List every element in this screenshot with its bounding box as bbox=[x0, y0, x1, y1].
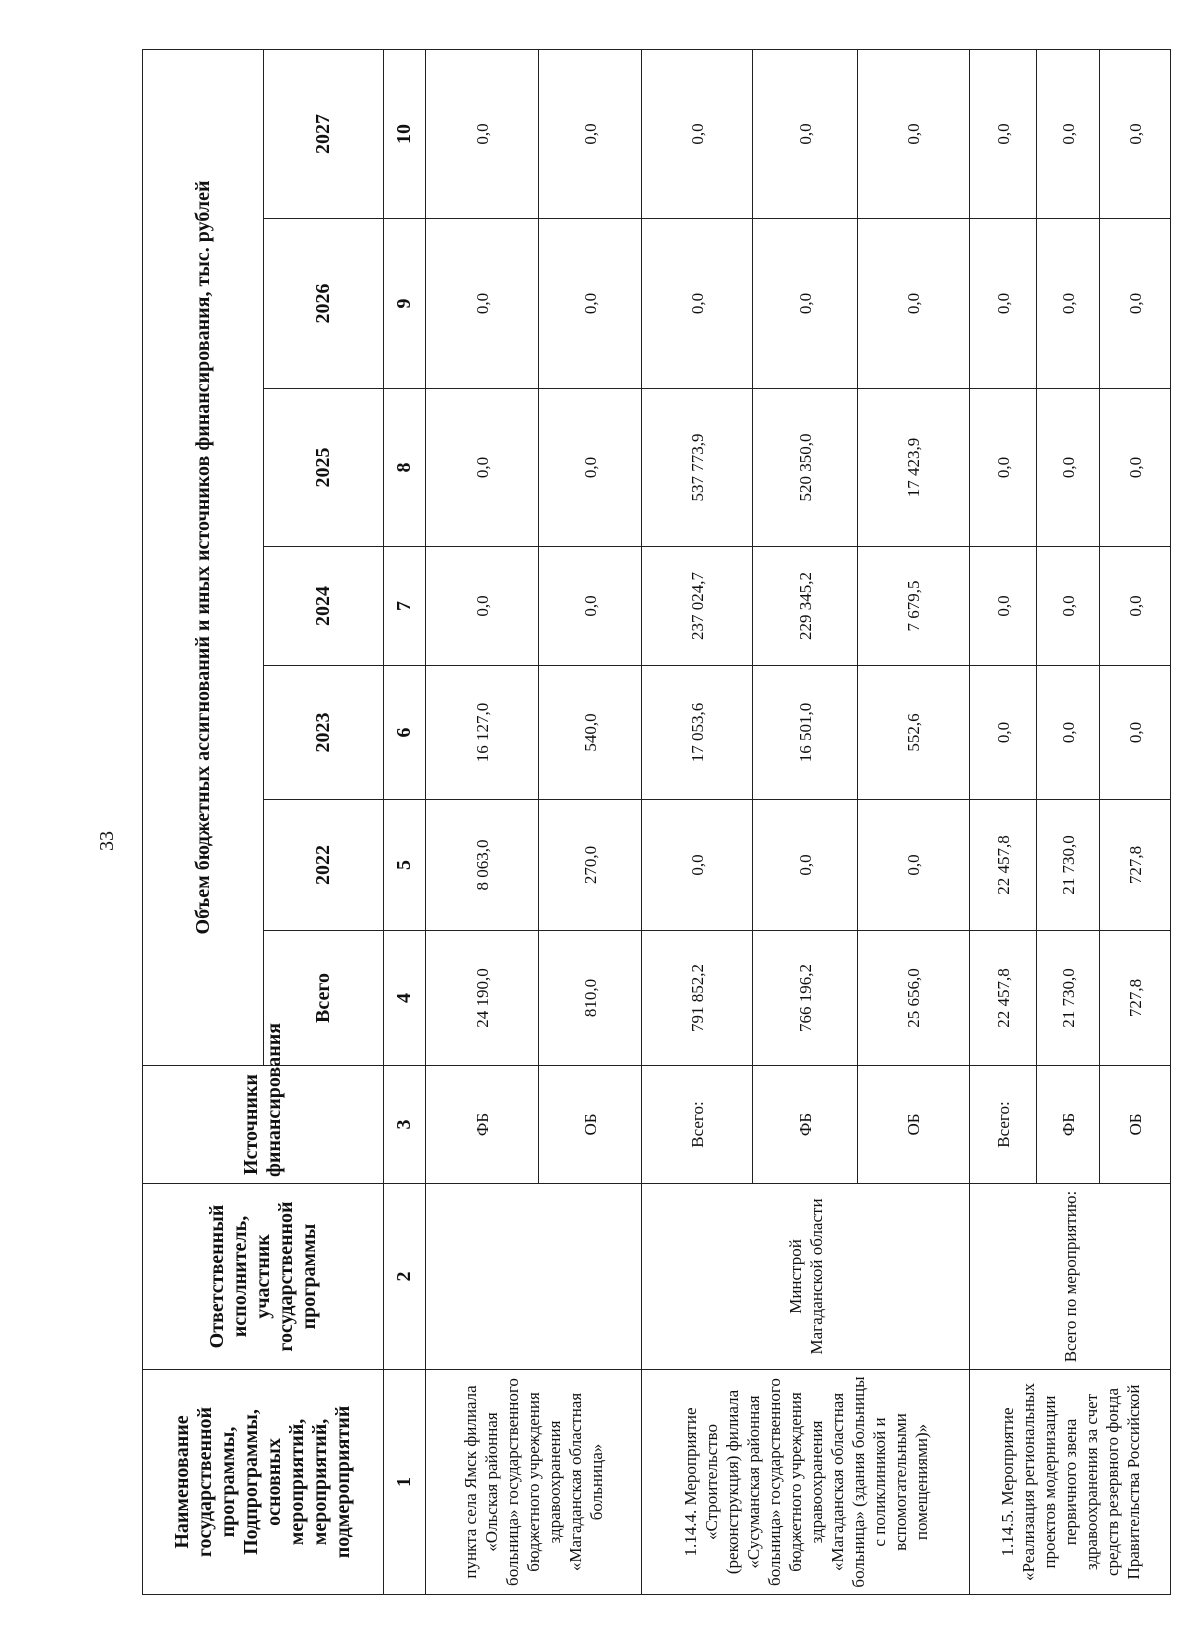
table-row bbox=[970, 49, 1037, 1594]
header-year: 2024 bbox=[264, 547, 384, 666]
value-cell: 237 024,7 bbox=[642, 547, 753, 666]
source-cell: ОБ bbox=[1100, 1066, 1171, 1184]
column-number: 7 bbox=[384, 547, 426, 666]
value-cell: 7 679,5 bbox=[858, 547, 970, 666]
measure-name: пункта села Ямск филиала «Ольская районная больница» государственного бюджетного учреждения здравоохранения «Магаданская областная больница» bbox=[426, 1370, 642, 1595]
page-number: 33 bbox=[96, 831, 118, 851]
value-cell: 0,0 bbox=[970, 219, 1037, 389]
table-row bbox=[426, 49, 539, 1594]
value-cell: 0,0 bbox=[426, 49, 539, 218]
value-cell: 16 127,0 bbox=[426, 666, 539, 800]
value-cell: 0,0 bbox=[539, 49, 642, 218]
value-cell: 16 501,0 bbox=[753, 666, 858, 800]
value-cell: 0,0 bbox=[1037, 666, 1100, 800]
value-cell: 0,0 bbox=[539, 547, 642, 666]
column-number: 2 bbox=[384, 1184, 426, 1370]
value-cell: 0,0 bbox=[1100, 666, 1171, 800]
value-cell: 24 190,0 bbox=[426, 931, 539, 1066]
value-cell: 8 063,0 bbox=[426, 800, 539, 931]
value-cell: 520 350,0 bbox=[753, 389, 858, 547]
value-cell: 0,0 bbox=[970, 389, 1037, 547]
header-executor: Ответственный исполнитель, участник государственной программы bbox=[143, 1184, 384, 1370]
table-row bbox=[642, 49, 753, 1594]
column-number: 3 bbox=[384, 1066, 426, 1184]
value-cell: 766 196,2 bbox=[753, 931, 858, 1066]
value-cell: 552,6 bbox=[858, 666, 970, 800]
value-cell: 21 730,0 bbox=[1037, 931, 1100, 1066]
header-total: Всего bbox=[264, 931, 384, 1066]
value-cell: 0,0 bbox=[642, 219, 753, 389]
value-cell: 0,0 bbox=[1037, 389, 1100, 547]
value-cell: 270,0 bbox=[539, 800, 642, 931]
executor-cell bbox=[426, 1184, 642, 1370]
measure-name: 1.14.4. Мероприятие «Строительство (реконструкция) филиала «Сусуманская районная больница» государственного бюджетного учреждения здравоохранения «Магаданская областная больница» (здания больницы с поликлиникой и вспомогательными помещениями)» bbox=[642, 1370, 970, 1595]
header-row bbox=[143, 49, 264, 1594]
value-cell: 17 053,6 bbox=[642, 666, 753, 800]
value-cell: 0,0 bbox=[858, 800, 970, 931]
value-cell: 727,8 bbox=[1100, 800, 1171, 931]
value-cell: 727,8 bbox=[1100, 931, 1171, 1066]
header-year: 2022 bbox=[264, 800, 384, 931]
column-number: 6 bbox=[384, 666, 426, 800]
value-cell: 22 457,8 bbox=[970, 800, 1037, 931]
column-number: 4 bbox=[384, 931, 426, 1066]
value-cell: 791 852,2 bbox=[642, 931, 753, 1066]
value-cell: 0,0 bbox=[1100, 389, 1171, 547]
source-cell: ФБ bbox=[1037, 1066, 1100, 1184]
value-cell: 0,0 bbox=[1100, 49, 1171, 218]
header-source: Источники финансирования bbox=[143, 1066, 384, 1184]
source-cell: ОБ bbox=[539, 1066, 642, 1184]
financing-table bbox=[142, 49, 1171, 1595]
value-cell: 0,0 bbox=[753, 800, 858, 931]
column-number: 10 bbox=[384, 49, 426, 218]
value-cell: 0,0 bbox=[1100, 219, 1171, 389]
rotated-table-wrapper bbox=[142, 50, 1145, 1595]
value-cell: 229 345,2 bbox=[753, 547, 858, 666]
value-cell: 540,0 bbox=[539, 666, 642, 800]
value-cell: 21 730,0 bbox=[1037, 800, 1100, 931]
column-number-row bbox=[384, 49, 426, 1594]
value-cell: 0,0 bbox=[858, 219, 970, 389]
value-cell: 0,0 bbox=[1037, 49, 1100, 218]
executor-cell: Минстрой Магаданской области bbox=[642, 1184, 970, 1370]
value-cell: 0,0 bbox=[426, 219, 539, 389]
source-cell: Всего: bbox=[970, 1066, 1037, 1184]
value-cell: 0,0 bbox=[1037, 547, 1100, 666]
source-cell: ФБ bbox=[753, 1066, 858, 1184]
value-cell: 810,0 bbox=[539, 931, 642, 1066]
value-cell: 0,0 bbox=[753, 49, 858, 218]
value-cell: 25 656,0 bbox=[858, 931, 970, 1066]
header-year: 2027 bbox=[264, 49, 384, 218]
value-cell: 0,0 bbox=[642, 49, 753, 218]
value-cell: 0,0 bbox=[753, 219, 858, 389]
column-number: 9 bbox=[384, 219, 426, 389]
value-cell: 0,0 bbox=[970, 49, 1037, 218]
value-cell: 0,0 bbox=[539, 219, 642, 389]
source-cell: ОБ bbox=[858, 1066, 970, 1184]
value-cell: 0,0 bbox=[1037, 219, 1100, 389]
column-number: 5 bbox=[384, 800, 426, 931]
header-year: 2025 bbox=[264, 389, 384, 547]
value-cell: 0,0 bbox=[1100, 547, 1171, 666]
value-cell: 0,0 bbox=[970, 666, 1037, 800]
value-cell: 0,0 bbox=[426, 389, 539, 547]
value-cell: 0,0 bbox=[858, 49, 970, 218]
header-year: 2023 bbox=[264, 666, 384, 800]
value-cell: 0,0 bbox=[539, 389, 642, 547]
value-cell: 22 457,8 bbox=[970, 931, 1037, 1066]
value-cell: 0,0 bbox=[426, 547, 539, 666]
column-number: 8 bbox=[384, 389, 426, 547]
column-number: 1 bbox=[384, 1370, 426, 1595]
value-cell: 0,0 bbox=[970, 547, 1037, 666]
header-year: 2026 bbox=[264, 219, 384, 389]
value-cell: 537 773,9 bbox=[642, 389, 753, 547]
header-name: Наименование государственной программы, Подпрограммы, основных мероприятий, мероприятий, подмероприятий bbox=[143, 1370, 384, 1595]
value-cell: 0,0 bbox=[642, 800, 753, 931]
executor-cell: Всего по мероприятию: bbox=[970, 1184, 1171, 1370]
source-cell: Всего: bbox=[642, 1066, 753, 1184]
value-cell: 17 423,9 bbox=[858, 389, 970, 547]
header-volume: Объем бюджетных ассигнований и иных источников финансирования, тыс. рублей bbox=[143, 49, 264, 1065]
source-cell: ФБ bbox=[426, 1066, 539, 1184]
measure-name: 1.14.5. Мероприятие «Реализация региональных проектов модернизации первичного звена здравоохранения за счет средств резервного фонда Правительства Российской bbox=[970, 1370, 1171, 1595]
